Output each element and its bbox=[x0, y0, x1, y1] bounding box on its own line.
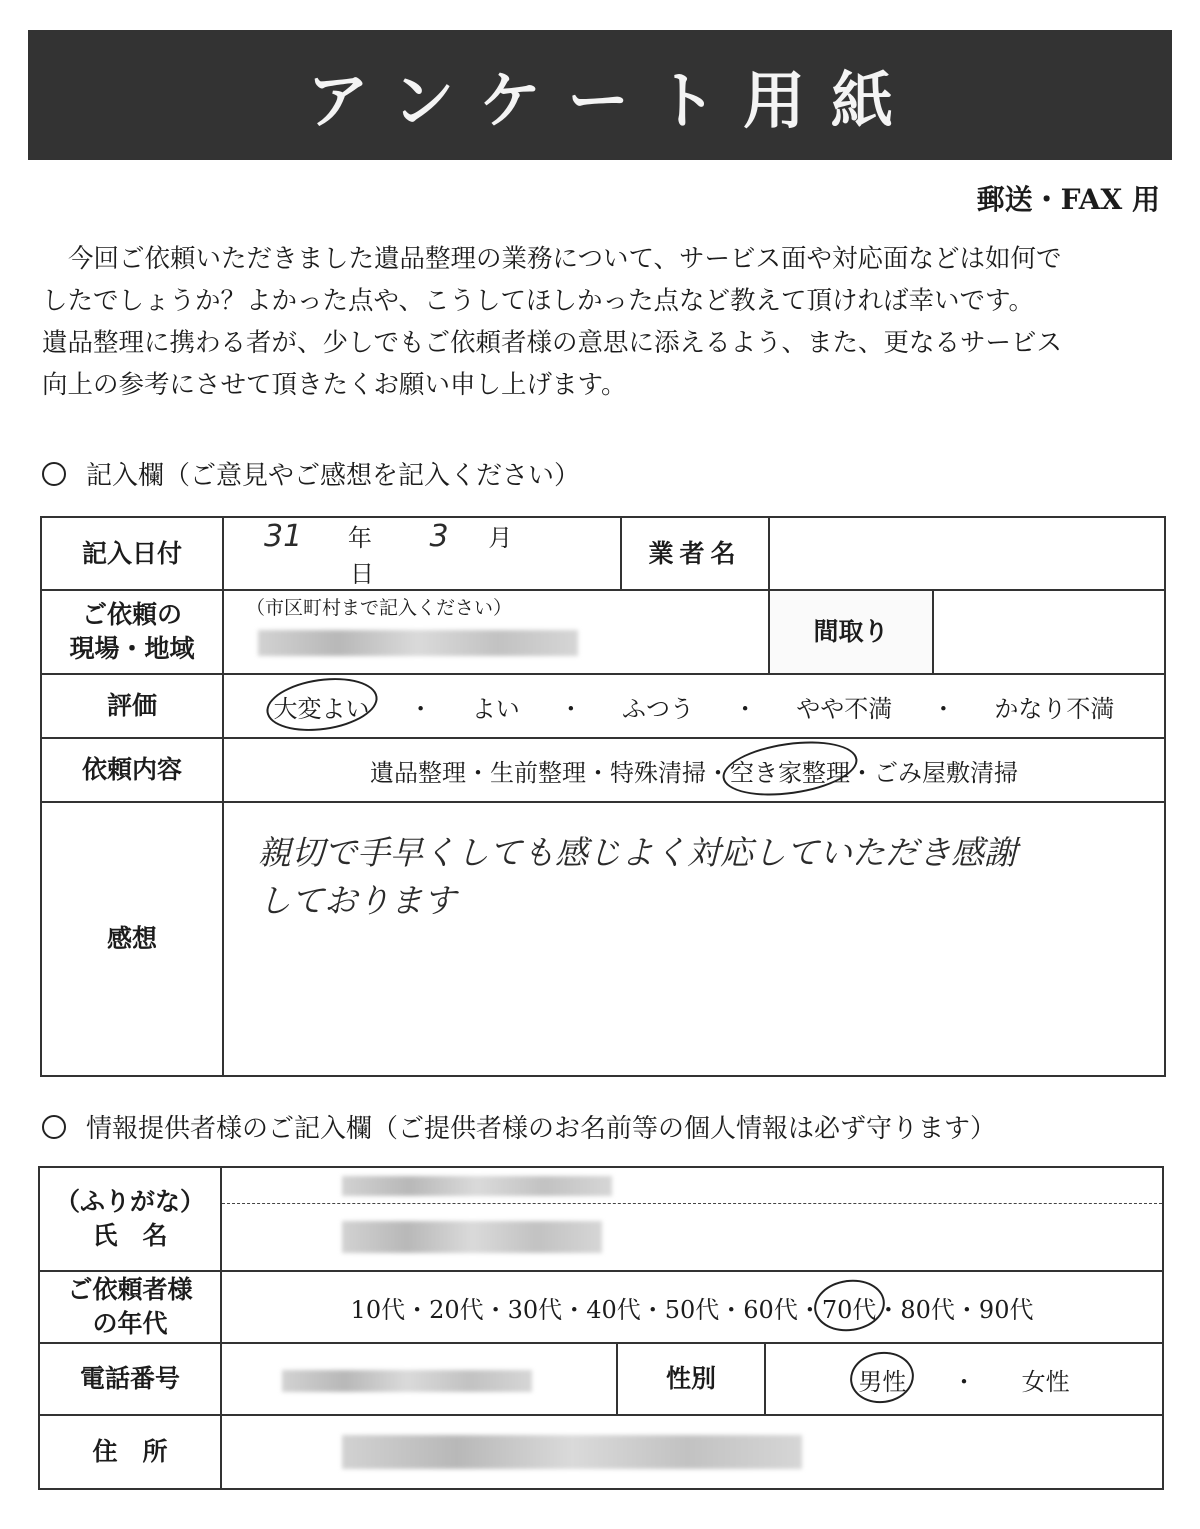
age-option-70s[interactable]: 70代 bbox=[822, 1290, 877, 1325]
date-label: 記入日付 bbox=[41, 517, 223, 590]
gender-options bbox=[765, 1343, 1163, 1415]
rating-option-average[interactable]: ふつう bbox=[621, 694, 694, 723]
impression-field[interactable] bbox=[223, 802, 1165, 1076]
date-month-unit: 月 bbox=[488, 524, 513, 552]
mail-fax-label: 郵送・FAX 用 bbox=[976, 183, 1160, 216]
section-feedback-heading bbox=[42, 455, 580, 492]
separator-dot: ・ bbox=[558, 694, 583, 723]
request-option-garbage-house[interactable]: ごみ屋敷清掃 bbox=[874, 758, 1018, 787]
intro-line: したでしょうか？よかった点や、こうしてほしかった点など教えて頂ければ幸いです。 bbox=[42, 286, 1034, 316]
rating-option-very-dissatisfied[interactable]: かなり不満 bbox=[994, 694, 1115, 723]
separator-dot: ・ bbox=[586, 758, 610, 787]
site-label-line1: ご依頼の bbox=[81, 600, 182, 629]
rating-option-excellent[interactable]: 大変よい bbox=[274, 689, 370, 724]
date-field[interactable] bbox=[223, 517, 621, 590]
site-label-line2: 現場・地域 bbox=[69, 634, 195, 663]
redacted-phone bbox=[282, 1370, 532, 1392]
circle-bullet-icon bbox=[42, 1115, 66, 1139]
name-field[interactable] bbox=[221, 1167, 1163, 1271]
separator-dot: ・ bbox=[706, 758, 730, 787]
separator-dot: ・ bbox=[733, 694, 758, 723]
separator-dot: ・ bbox=[405, 1295, 430, 1324]
intro-line: 遺品整理に携わる者が、少しでもご依頼者様の意思に添えるよう、また、更なるサービス bbox=[42, 328, 1063, 358]
impression-label: 感想 bbox=[41, 802, 223, 1076]
age-option-60s[interactable]: 60代 bbox=[743, 1295, 798, 1324]
redacted-name bbox=[342, 1221, 602, 1253]
impression-line2: しております bbox=[258, 881, 456, 920]
age-label-line2: の年代 bbox=[92, 1309, 168, 1338]
name-label bbox=[39, 1167, 221, 1271]
gender-option-male[interactable]: 男性 bbox=[858, 1362, 906, 1397]
separator-dot: ・ bbox=[640, 1295, 665, 1324]
address-field[interactable] bbox=[221, 1415, 1163, 1489]
impression-line1: 親切で手早くしても感じよく対応していただき感謝 bbox=[258, 833, 1017, 872]
request-option-special-cleaning[interactable]: 特殊清掃 bbox=[610, 758, 706, 787]
request-option-estate[interactable]: 遺品整理 bbox=[370, 758, 466, 787]
section-feedback-title: 記入欄（ご意見やご感想を記入ください） bbox=[86, 461, 581, 491]
gender-option-female[interactable]: 女性 bbox=[1021, 1367, 1070, 1396]
request-option-living[interactable]: 生前整理 bbox=[490, 758, 586, 787]
title-bar bbox=[28, 30, 1172, 160]
separator-dot: ・ bbox=[952, 1367, 977, 1396]
age-label bbox=[39, 1271, 221, 1343]
rating-label: 評価 bbox=[41, 674, 223, 738]
separator-dot: ・ bbox=[931, 694, 956, 723]
rating-option-good[interactable]: よい bbox=[471, 694, 520, 723]
rating-options bbox=[223, 674, 1165, 738]
separator-dot: ・ bbox=[850, 758, 874, 787]
date-month-value: 3 bbox=[429, 519, 449, 554]
separator-dot: ・ bbox=[408, 694, 433, 723]
separator-dot: ・ bbox=[719, 1295, 744, 1324]
request-options bbox=[223, 738, 1165, 802]
separator-dot: ・ bbox=[562, 1295, 587, 1324]
furigana-label: （ふりがな） bbox=[54, 1187, 205, 1216]
redacted-address bbox=[342, 1435, 802, 1469]
name-label-text: 氏 名 bbox=[92, 1221, 168, 1250]
feedback-table bbox=[40, 516, 1166, 1077]
rating-option-somewhat-dissatisfied[interactable]: やや不満 bbox=[796, 694, 893, 723]
provider-table bbox=[38, 1166, 1164, 1490]
separator-dot: ・ bbox=[483, 1295, 508, 1324]
age-option-50s[interactable]: 50代 bbox=[664, 1295, 720, 1324]
site-note: （市区町村まで記入ください） bbox=[246, 597, 513, 619]
intro-paragraph bbox=[42, 238, 1167, 406]
age-option-40s[interactable]: 40代 bbox=[586, 1295, 641, 1324]
age-option-90s[interactable]: 90代 bbox=[978, 1295, 1034, 1324]
gender-label: 性別 bbox=[617, 1343, 765, 1415]
separator-dot: ・ bbox=[466, 758, 490, 787]
separator-dot: ・ bbox=[954, 1295, 979, 1324]
date-year-value: 31 bbox=[264, 519, 303, 554]
vendor-field[interactable] bbox=[769, 517, 1165, 590]
age-option-80s[interactable]: 80代 bbox=[900, 1295, 955, 1324]
redacted-furigana bbox=[342, 1176, 612, 1196]
intro-line: 向上の参考にさせて頂きたくお願い申し上げます。 bbox=[42, 370, 627, 400]
phone-field[interactable] bbox=[221, 1343, 617, 1415]
layout-label: 間取り bbox=[769, 590, 933, 674]
age-label-line1: ご依頼者様 bbox=[67, 1275, 193, 1304]
separator-dot: ・ bbox=[797, 1295, 822, 1324]
site-label bbox=[41, 590, 223, 674]
separator-dot: ・ bbox=[876, 1295, 901, 1324]
age-option-20s[interactable]: 20代 bbox=[429, 1295, 484, 1324]
layout-field[interactable] bbox=[933, 590, 1165, 674]
vendor-label: 業者名 bbox=[621, 517, 769, 590]
redacted-site bbox=[258, 630, 578, 656]
section-provider-heading bbox=[42, 1108, 996, 1145]
circle-bullet-icon bbox=[42, 462, 66, 486]
date-year-unit: 年 bbox=[347, 524, 372, 552]
site-field[interactable] bbox=[223, 590, 769, 674]
address-label: 住 所 bbox=[39, 1415, 221, 1489]
intro-line: 今回ご依頼いただきました遺品整理の業務について、サービス面や対応面などは如何で bbox=[68, 244, 1062, 274]
age-option-10s[interactable]: 10代 bbox=[350, 1295, 406, 1324]
request-option-vacant-house[interactable]: 空き家整理 bbox=[730, 753, 850, 788]
document-title: アンケート用紙 bbox=[306, 63, 920, 137]
phone-label: 電話番号 bbox=[39, 1343, 221, 1415]
date-day-unit: 日 bbox=[350, 560, 374, 588]
age-options bbox=[221, 1271, 1163, 1343]
request-label: 依頼内容 bbox=[41, 738, 223, 802]
age-option-30s[interactable]: 30代 bbox=[507, 1295, 563, 1324]
section-provider-title: 情報提供者様のご記入欄（ご提供者様のお名前等の個人情報は必ず守ります） bbox=[86, 1114, 997, 1144]
